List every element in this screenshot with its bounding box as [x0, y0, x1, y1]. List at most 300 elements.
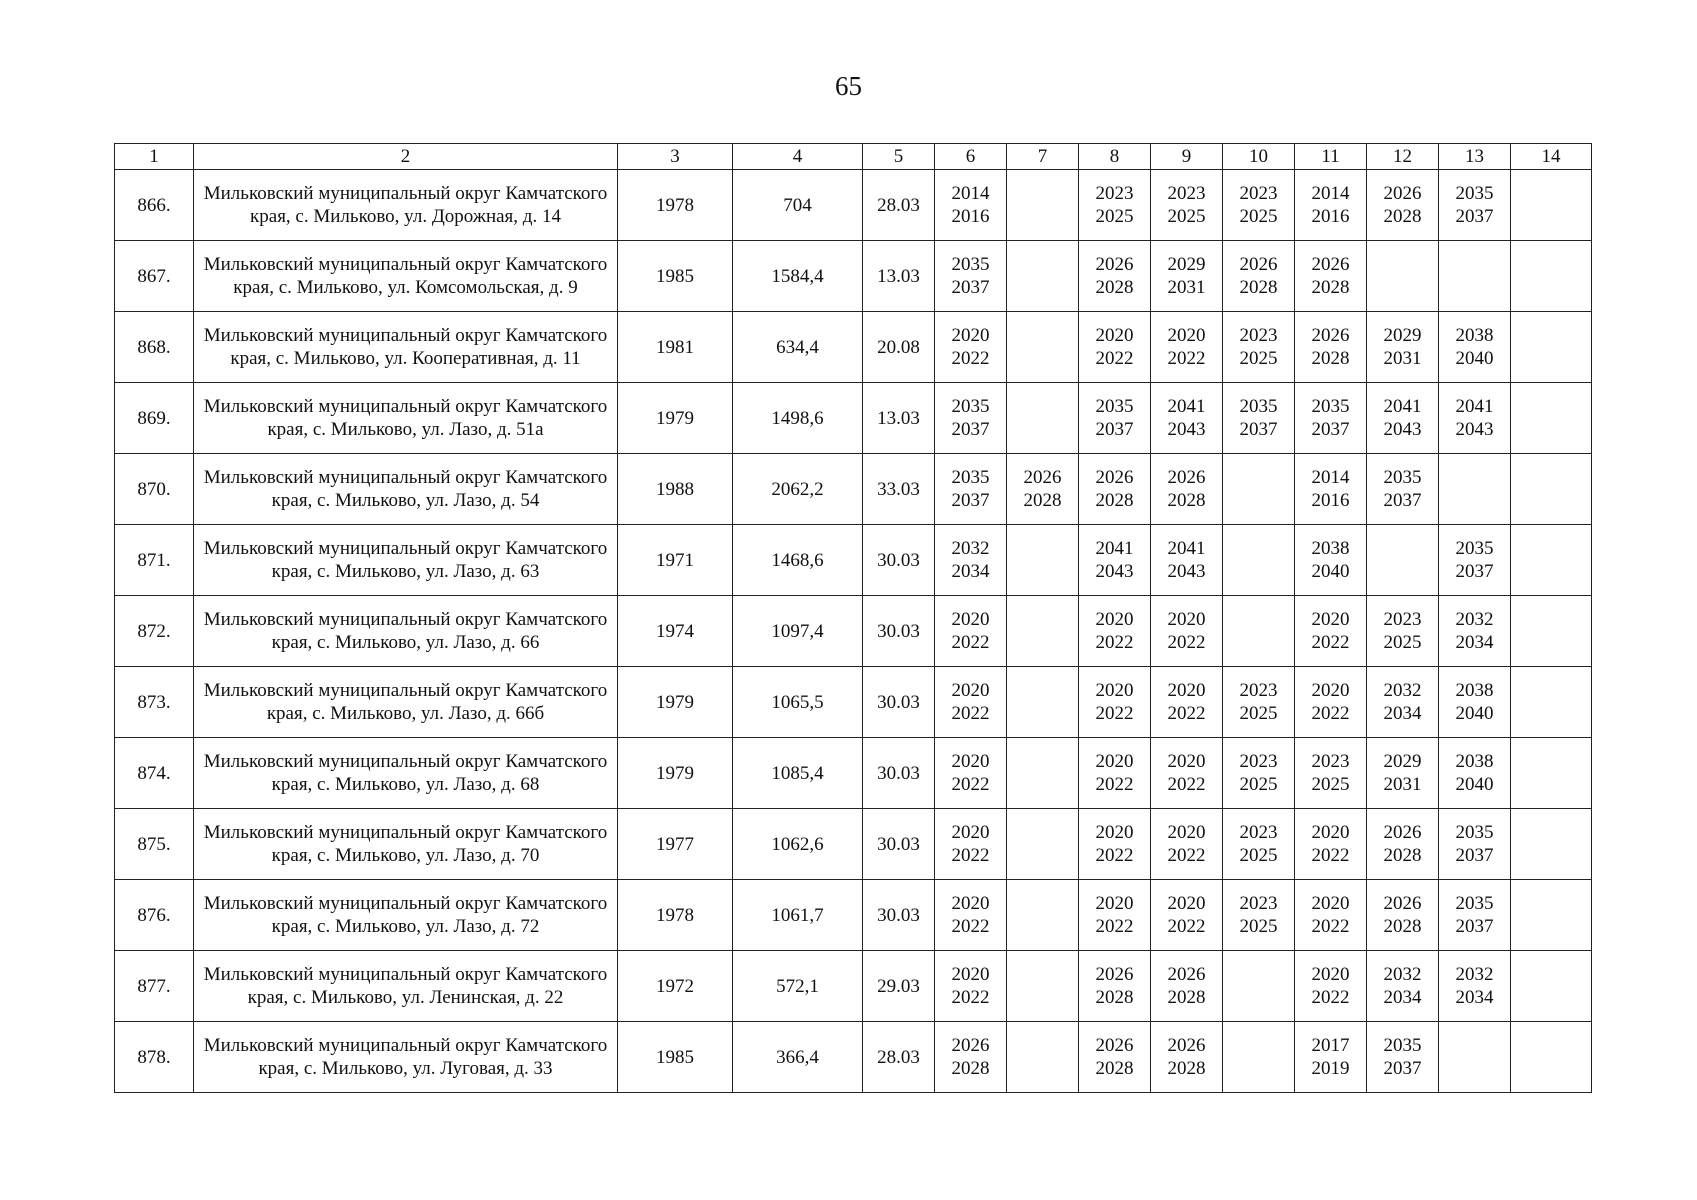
period-cell-col-8	[1079, 667, 1151, 738]
area-cell: 1097,4	[733, 596, 863, 667]
wear-percent-cell: 30.03	[863, 525, 935, 596]
period-start-year: 2026	[1383, 822, 1422, 843]
period-cell-col-7	[1007, 596, 1079, 667]
area-cell: 1085,4	[733, 738, 863, 809]
period-cell-col-10	[1223, 880, 1295, 951]
period-start-year: 2026	[1095, 1035, 1134, 1056]
period-end-year: 2028	[951, 1058, 990, 1079]
period-cell-col-6	[935, 880, 1007, 951]
column-header: 3	[618, 144, 733, 170]
period-start-year: 2035	[1095, 396, 1134, 417]
period-start-year: 2038	[1455, 325, 1494, 346]
period-cell-col-11	[1295, 809, 1367, 880]
period-cell-col-6	[935, 809, 1007, 880]
period-cell-col-14	[1511, 596, 1592, 667]
period-start-year: 2020	[1095, 822, 1134, 843]
period-cell-col-9	[1151, 525, 1223, 596]
period-end-year: 2037	[1455, 206, 1494, 227]
period-start-year: 2026	[1383, 893, 1422, 914]
period-start-year: 2026	[1239, 254, 1278, 275]
period-end-year: 2025	[1167, 206, 1206, 227]
period-end-year: 2025	[1239, 774, 1278, 795]
period-cell-col-9	[1151, 312, 1223, 383]
period-start-year: 2020	[951, 893, 990, 914]
wear-percent-cell: 30.03	[863, 667, 935, 738]
period-start-year: 2020	[951, 609, 990, 630]
address-cell: Мильковский муниципальный округ Камчатского края, с. Мильково, ул. Лазо, д. 72	[194, 880, 618, 951]
column-header: 2	[194, 144, 618, 170]
period-cell-col-6	[935, 1022, 1007, 1093]
wear-percent-cell: 28.03	[863, 1022, 935, 1093]
period-start-year: 2041	[1095, 538, 1134, 559]
period-cell-col-10	[1223, 809, 1295, 880]
header-row	[115, 144, 1592, 170]
period-start-year: 2026	[1023, 467, 1062, 488]
period-start-year: 2020	[951, 964, 990, 985]
period-end-year: 2040	[1455, 703, 1494, 724]
period-start-year: 2035	[951, 396, 990, 417]
period-start-year: 2020	[1167, 751, 1206, 772]
address-cell: Мильковский муниципальный округ Камчатского края, с. Мильково, ул. Лазо, д. 66	[194, 596, 618, 667]
period-end-year: 2025	[1311, 774, 1350, 795]
period-end-year: 2022	[951, 348, 990, 369]
year-built-cell: 1988	[618, 454, 733, 525]
period-end-year: 2037	[1311, 419, 1350, 440]
column-header: 13	[1439, 144, 1511, 170]
period-start-year: 2023	[1239, 183, 1278, 204]
period-start-year: 2020	[951, 325, 990, 346]
period-start-year: 2020	[1095, 751, 1134, 772]
period-start-year: 2020	[951, 822, 990, 843]
period-start-year: 2023	[1239, 325, 1278, 346]
period-end-year: 2025	[1239, 916, 1278, 937]
period-cell-col-13	[1439, 1022, 1511, 1093]
table-row	[115, 596, 1592, 667]
period-start-year: 2020	[1311, 893, 1350, 914]
period-start-year: 2023	[1239, 893, 1278, 914]
period-cell-col-9	[1151, 951, 1223, 1022]
period-end-year: 2034	[1383, 703, 1422, 724]
wear-percent-cell: 20.08	[863, 312, 935, 383]
period-end-year: 2022	[1095, 774, 1134, 795]
period-end-year: 2022	[951, 845, 990, 866]
period-end-year: 2022	[951, 774, 990, 795]
year-built-cell: 1979	[618, 738, 733, 809]
period-cell-col-10	[1223, 454, 1295, 525]
column-header: 7	[1007, 144, 1079, 170]
period-end-year: 2028	[1095, 1058, 1134, 1079]
period-cell-col-10	[1223, 241, 1295, 312]
period-cell-col-11	[1295, 1022, 1367, 1093]
period-cell-col-13	[1439, 667, 1511, 738]
period-cell-col-12	[1367, 667, 1439, 738]
period-cell-col-7	[1007, 1022, 1079, 1093]
period-cell-col-6	[935, 525, 1007, 596]
period-start-year: 2020	[1167, 822, 1206, 843]
period-cell-col-12	[1367, 951, 1439, 1022]
period-start-year: 2023	[1167, 183, 1206, 204]
period-end-year: 2037	[1455, 845, 1494, 866]
period-start-year: 2035	[951, 254, 990, 275]
period-cell-col-13	[1439, 596, 1511, 667]
period-end-year: 2028	[1167, 987, 1206, 1008]
period-start-year: 2020	[1311, 822, 1350, 843]
period-start-year: 2026	[1095, 254, 1134, 275]
period-end-year: 2028	[1095, 987, 1134, 1008]
period-start-year: 2026	[1167, 1035, 1206, 1056]
area-cell: 1468,6	[733, 525, 863, 596]
period-cell-col-12	[1367, 525, 1439, 596]
table-header	[115, 144, 1592, 170]
period-start-year: 2038	[1455, 680, 1494, 701]
period-start-year: 2035	[1383, 467, 1422, 488]
period-cell-col-8	[1079, 241, 1151, 312]
period-cell-col-11	[1295, 667, 1367, 738]
period-end-year: 2022	[1167, 703, 1206, 724]
period-cell-col-10	[1223, 383, 1295, 454]
period-cell-col-8	[1079, 809, 1151, 880]
row-number-cell: 873.	[115, 667, 194, 738]
period-start-year: 2020	[1311, 680, 1350, 701]
period-cell-col-14	[1511, 1022, 1592, 1093]
period-end-year: 2025	[1239, 703, 1278, 724]
period-start-year: 2020	[1311, 964, 1350, 985]
wear-percent-cell: 30.03	[863, 880, 935, 951]
period-cell-col-12	[1367, 880, 1439, 951]
period-cell-col-12	[1367, 1022, 1439, 1093]
year-built-cell: 1971	[618, 525, 733, 596]
column-header: 4	[733, 144, 863, 170]
period-cell-col-9	[1151, 1022, 1223, 1093]
period-cell-col-10	[1223, 312, 1295, 383]
period-cell-col-9	[1151, 596, 1223, 667]
address-cell: Мильковский муниципальный округ Камчатского края, с. Мильково, ул. Лазо, д. 51а	[194, 383, 618, 454]
period-cell-col-13	[1439, 241, 1511, 312]
period-end-year: 2034	[951, 561, 990, 582]
period-cell-col-12	[1367, 454, 1439, 525]
period-cell-col-11	[1295, 170, 1367, 241]
period-cell-col-8	[1079, 951, 1151, 1022]
period-end-year: 2028	[1311, 277, 1350, 298]
area-cell: 634,4	[733, 312, 863, 383]
table-row	[115, 525, 1592, 596]
period-cell-col-10	[1223, 951, 1295, 1022]
table-body	[115, 170, 1592, 1093]
row-number-cell: 878.	[115, 1022, 194, 1093]
period-end-year: 2034	[1383, 987, 1422, 1008]
year-built-cell: 1978	[618, 880, 733, 951]
period-end-year: 2022	[1167, 774, 1206, 795]
table-row	[115, 241, 1592, 312]
column-header: 11	[1295, 144, 1367, 170]
period-end-year: 2022	[1167, 916, 1206, 937]
table-row	[115, 951, 1592, 1022]
period-end-year: 2025	[1383, 632, 1422, 653]
period-end-year: 2043	[1455, 419, 1494, 440]
column-header: 1	[115, 144, 194, 170]
period-cell-col-10	[1223, 667, 1295, 738]
period-start-year: 2023	[1239, 680, 1278, 701]
period-end-year: 2037	[1383, 490, 1422, 511]
period-end-year: 2022	[1311, 845, 1350, 866]
table-row	[115, 170, 1592, 241]
period-cell-col-9	[1151, 738, 1223, 809]
period-cell-col-11	[1295, 454, 1367, 525]
area-cell: 1498,6	[733, 383, 863, 454]
address-cell: Мильковский муниципальный округ Камчатского края, с. Мильково, ул. Луговая, д. 33	[194, 1022, 618, 1093]
period-end-year: 2040	[1455, 774, 1494, 795]
row-number-cell: 870.	[115, 454, 194, 525]
period-cell-col-14	[1511, 951, 1592, 1022]
period-cell-col-13	[1439, 454, 1511, 525]
period-cell-col-11	[1295, 738, 1367, 809]
period-start-year: 2020	[951, 751, 990, 772]
address-cell: Мильковский муниципальный округ Камчатского края, с. Мильково, ул. Лазо, д. 63	[194, 525, 618, 596]
period-end-year: 2031	[1383, 348, 1422, 369]
period-end-year: 2022	[1167, 845, 1206, 866]
period-end-year: 2043	[1167, 561, 1206, 582]
period-cell-col-8	[1079, 525, 1151, 596]
period-start-year: 2035	[1455, 538, 1494, 559]
period-end-year: 2034	[1455, 987, 1494, 1008]
period-start-year: 2041	[1455, 396, 1494, 417]
period-cell-col-6	[935, 951, 1007, 1022]
period-start-year: 2035	[1455, 822, 1494, 843]
period-end-year: 2022	[1095, 845, 1134, 866]
period-start-year: 2041	[1167, 396, 1206, 417]
period-cell-col-6	[935, 454, 1007, 525]
period-start-year: 2020	[1167, 893, 1206, 914]
row-number-cell: 875.	[115, 809, 194, 880]
area-cell: 1584,4	[733, 241, 863, 312]
period-cell-col-9	[1151, 170, 1223, 241]
period-end-year: 2025	[1239, 206, 1278, 227]
period-cell-col-11	[1295, 312, 1367, 383]
period-end-year: 2025	[1095, 206, 1134, 227]
period-start-year: 2020	[1167, 609, 1206, 630]
period-end-year: 2022	[1167, 348, 1206, 369]
area-cell: 366,4	[733, 1022, 863, 1093]
period-cell-col-7	[1007, 454, 1079, 525]
year-built-cell: 1981	[618, 312, 733, 383]
column-header: 10	[1223, 144, 1295, 170]
period-cell-col-14	[1511, 454, 1592, 525]
area-cell: 1065,5	[733, 667, 863, 738]
address-cell: Мильковский муниципальный округ Камчатского края, с. Мильково, ул. Лазо, д. 54	[194, 454, 618, 525]
period-cell-col-12	[1367, 596, 1439, 667]
period-cell-col-6	[935, 383, 1007, 454]
period-end-year: 2022	[1311, 987, 1350, 1008]
wear-percent-cell: 28.03	[863, 170, 935, 241]
period-cell-col-13	[1439, 809, 1511, 880]
period-cell-col-11	[1295, 241, 1367, 312]
period-start-year: 2026	[1095, 964, 1134, 985]
area-cell: 704	[733, 170, 863, 241]
period-cell-col-7	[1007, 951, 1079, 1022]
column-header: 12	[1367, 144, 1439, 170]
period-cell-col-10	[1223, 596, 1295, 667]
period-cell-col-10	[1223, 1022, 1295, 1093]
column-header: 9	[1151, 144, 1223, 170]
table-row	[115, 312, 1592, 383]
period-end-year: 2028	[1383, 845, 1422, 866]
period-start-year: 2035	[1455, 183, 1494, 204]
period-end-year: 2022	[1311, 916, 1350, 937]
period-cell-col-12	[1367, 809, 1439, 880]
period-start-year: 2020	[1095, 680, 1134, 701]
column-header: 6	[935, 144, 1007, 170]
period-start-year: 2026	[1095, 467, 1134, 488]
period-end-year: 2022	[951, 916, 990, 937]
period-start-year: 2038	[1311, 538, 1350, 559]
period-cell-col-9	[1151, 383, 1223, 454]
year-built-cell: 1977	[618, 809, 733, 880]
period-end-year: 2022	[951, 632, 990, 653]
period-start-year: 2035	[951, 467, 990, 488]
table-row	[115, 383, 1592, 454]
wear-percent-cell: 13.03	[863, 383, 935, 454]
period-end-year: 2037	[1455, 561, 1494, 582]
year-built-cell: 1972	[618, 951, 733, 1022]
period-start-year: 2026	[1167, 467, 1206, 488]
period-cell-col-9	[1151, 880, 1223, 951]
period-start-year: 2035	[1311, 396, 1350, 417]
period-cell-col-14	[1511, 241, 1592, 312]
period-cell-col-7	[1007, 170, 1079, 241]
year-built-cell: 1979	[618, 383, 733, 454]
period-start-year: 2032	[1383, 680, 1422, 701]
period-end-year: 2022	[1095, 916, 1134, 937]
period-end-year: 2022	[1095, 632, 1134, 653]
period-end-year: 2037	[1239, 419, 1278, 440]
period-cell-col-7	[1007, 667, 1079, 738]
period-start-year: 2026	[1383, 183, 1422, 204]
column-header: 5	[863, 144, 935, 170]
row-number-cell: 866.	[115, 170, 194, 241]
period-end-year: 2031	[1167, 277, 1206, 298]
period-start-year: 2026	[1311, 325, 1350, 346]
period-start-year: 2026	[1167, 964, 1206, 985]
period-end-year: 2028	[1095, 277, 1134, 298]
period-start-year: 2020	[951, 680, 990, 701]
period-cell-col-10	[1223, 170, 1295, 241]
period-start-year: 2020	[1095, 325, 1134, 346]
area-cell: 2062,2	[733, 454, 863, 525]
period-end-year: 2022	[1311, 703, 1350, 724]
year-built-cell: 1985	[618, 241, 733, 312]
period-end-year: 2037	[1095, 419, 1134, 440]
period-start-year: 2014	[1311, 467, 1350, 488]
period-cell-col-8	[1079, 596, 1151, 667]
period-cell-col-14	[1511, 170, 1592, 241]
row-number-cell: 869.	[115, 383, 194, 454]
table-row	[115, 809, 1592, 880]
period-start-year: 2041	[1167, 538, 1206, 559]
address-cell: Мильковский муниципальный округ Камчатского края, с. Мильково, ул. Лазо, д. 66б	[194, 667, 618, 738]
wear-percent-cell: 29.03	[863, 951, 935, 1022]
period-start-year: 2020	[1167, 680, 1206, 701]
period-cell-col-8	[1079, 1022, 1151, 1093]
period-start-year: 2023	[1095, 183, 1134, 204]
address-cell: Мильковский муниципальный округ Камчатского края, с. Мильково, ул. Лазо, д. 68	[194, 738, 618, 809]
period-end-year: 2040	[1311, 561, 1350, 582]
period-cell-col-8	[1079, 738, 1151, 809]
period-start-year: 2032	[951, 538, 990, 559]
period-cell-col-12	[1367, 241, 1439, 312]
period-end-year: 2043	[1167, 419, 1206, 440]
period-end-year: 2022	[1095, 703, 1134, 724]
period-cell-col-9	[1151, 241, 1223, 312]
period-cell-col-14	[1511, 738, 1592, 809]
period-end-year: 2037	[951, 490, 990, 511]
row-number-cell: 867.	[115, 241, 194, 312]
period-cell-col-13	[1439, 525, 1511, 596]
year-built-cell: 1979	[618, 667, 733, 738]
period-end-year: 2034	[1455, 632, 1494, 653]
period-start-year: 2017	[1311, 1035, 1350, 1056]
page-number: 65	[835, 71, 862, 101]
period-cell-col-8	[1079, 312, 1151, 383]
period-cell-col-14	[1511, 880, 1592, 951]
period-end-year: 2022	[1311, 632, 1350, 653]
period-start-year: 2029	[1383, 751, 1422, 772]
period-end-year: 2019	[1311, 1058, 1350, 1079]
address-cell: Мильковский муниципальный округ Камчатского края, с. Мильково, ул. Комсомольская, д. 9	[194, 241, 618, 312]
wear-percent-cell: 30.03	[863, 738, 935, 809]
period-end-year: 2028	[1383, 916, 1422, 937]
period-end-year: 2028	[1167, 1058, 1206, 1079]
row-number-cell: 874.	[115, 738, 194, 809]
column-header: 8	[1079, 144, 1151, 170]
period-start-year: 2023	[1239, 751, 1278, 772]
period-end-year: 2037	[1455, 916, 1494, 937]
row-number-cell: 872.	[115, 596, 194, 667]
table-row	[115, 454, 1592, 525]
period-cell-col-7	[1007, 880, 1079, 951]
row-number-cell: 876.	[115, 880, 194, 951]
wear-percent-cell: 33.03	[863, 454, 935, 525]
period-cell-col-9	[1151, 809, 1223, 880]
year-built-cell: 1974	[618, 596, 733, 667]
period-end-year: 2037	[1383, 1058, 1422, 1079]
period-cell-col-6	[935, 738, 1007, 809]
period-start-year: 2038	[1455, 751, 1494, 772]
period-end-year: 2031	[1383, 774, 1422, 795]
period-start-year: 2014	[1311, 183, 1350, 204]
table-row	[115, 667, 1592, 738]
period-end-year: 2028	[1239, 277, 1278, 298]
period-end-year: 2025	[1239, 348, 1278, 369]
period-start-year: 2020	[1167, 325, 1206, 346]
period-cell-col-12	[1367, 312, 1439, 383]
year-built-cell: 1985	[618, 1022, 733, 1093]
period-cell-col-13	[1439, 880, 1511, 951]
period-end-year: 2022	[1095, 348, 1134, 369]
table-row	[115, 1022, 1592, 1093]
period-end-year: 2028	[1167, 490, 1206, 511]
period-end-year: 2016	[1311, 490, 1350, 511]
period-start-year: 2035	[1239, 396, 1278, 417]
period-end-year: 2025	[1239, 845, 1278, 866]
period-cell-col-6	[935, 667, 1007, 738]
row-number-cell: 868.	[115, 312, 194, 383]
row-number-cell: 877.	[115, 951, 194, 1022]
period-cell-col-14	[1511, 525, 1592, 596]
period-cell-col-13	[1439, 170, 1511, 241]
wear-percent-cell: 30.03	[863, 596, 935, 667]
period-cell-col-10	[1223, 738, 1295, 809]
area-cell: 1062,6	[733, 809, 863, 880]
